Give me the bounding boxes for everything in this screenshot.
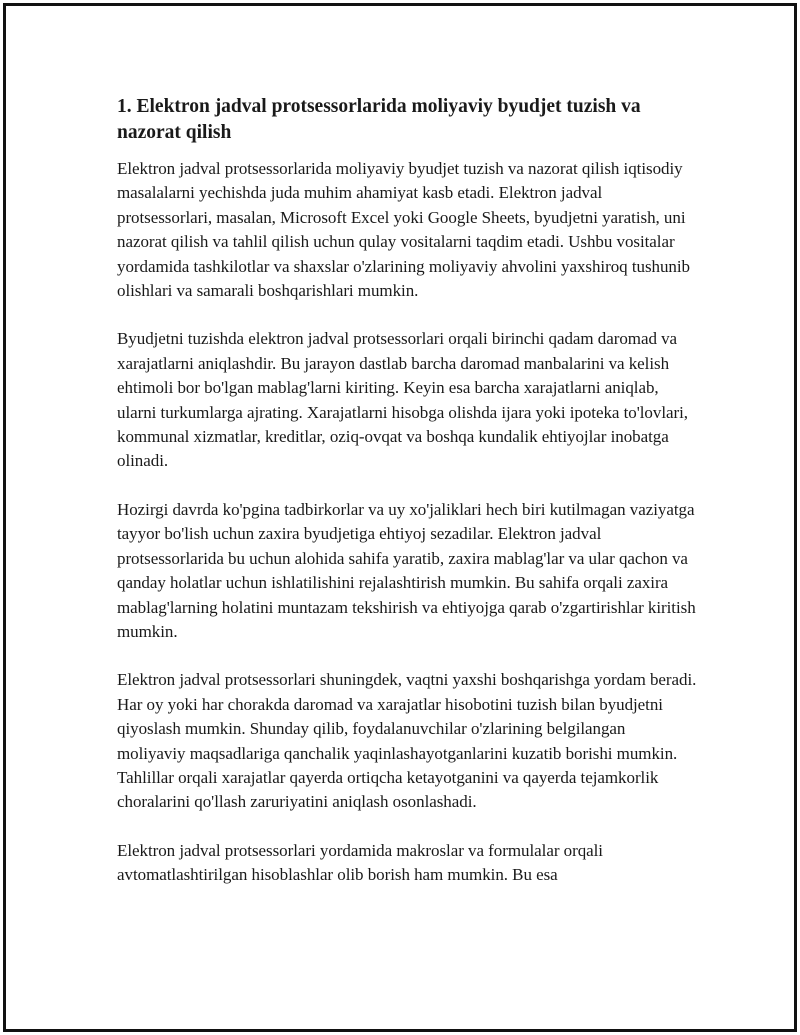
paragraph-1: Elektron jadval protsessorlarida moliyaviy byudjet tuzish va nazorat qilish iqtisodiy masalalarni yechishda juda muhim ahamiyat kasb etadi. Elektron jadval protsessorlari, masalan, Microsoft Excel yoki Google Sheets, byudjetni yaratish, uni nazorat qilish va tahlil qilish uchun qulay vositalarni taqdim etadi. Ushbu vositalar yordamida tashkilotlar va shaxslar o'zlarining moliyaviy ahvolini yaxshiroq tushunib olishlari va samarali boshqarishlari mumkin. <box>117 159 690 301</box>
paragraph-2: Byudjetni tuzishda elektron jadval protsessorlari orqali birinchi qadam daromad va xarajatlarni aniqlashdir. Bu jarayon dastlab barcha daromad manbalarini va kelish ehtimoli bor bo'lgan mablag'larni kiriting. Keyin esa barcha xarajatlarni aniqlab, ularni turkumlarga ajrating. Xarajatlarni hisobga olishda ijara yoki ipoteka to'lovlari, kommunal xizmatlar, kreditlar, oziq-ovqat va boshqa kundalik ehtiyojlar inobatga olinadi. <box>117 329 688 471</box>
section-heading: 1. Elektron jadval protsessorlarida moliyaviy byudjet tuzish va nazorat qilish <box>117 96 641 143</box>
paragraph-5: Elektron jadval protsessorlari yordamida makroslar va formulalar orqali avtomatlashtirilgan hisoblashlar olib borish ham mumkin. Bu esa <box>117 840 603 885</box>
paragraph-3: Hozirgi davrda ko'pgina tadbirkorlar va uy xo'jaliklari hech biri kutilmagan vaziyatga tayyor bo'lish uchun zaxira byudjetiga ehtiyoj sezadilar. Elektron jadval protsessorlarida bu uchun alohida sahifa yaratib, zaxira mablag'lar va ular qachon va qanday holatlar uchun ishlatilishini rejalashtirish mumkin. Bu sahifa orqali zaxira mablag'larning holatini muntazam tekshirish va ehtiyojga qarab o'zgartirishlar kiritish mumkin. <box>117 499 696 641</box>
document-body <box>117 94 697 912</box>
paragraph-4: Elektron jadval protsessorlari shuningdek, vaqtni yaxshi boshqarishga yordam beradi. Har oy yoki har chorakda daromad va xarajatlar hisobotini tuzish bilan byudjetni qiyoslash mumkin. Shunday qilib, foydalanuvchilar o'zlarining belgilangan moliyaviy maqsadlariga qanchalik yaqinlashayotganlarini kuzatib borishi mumkin. Tahlillar orqali xarajatlar qayerda ortiqcha ketayotganini va qayerda tejamkorlik choralarini qo'llash zaruriyatini aniqlash osonlashadi. <box>117 670 697 812</box>
